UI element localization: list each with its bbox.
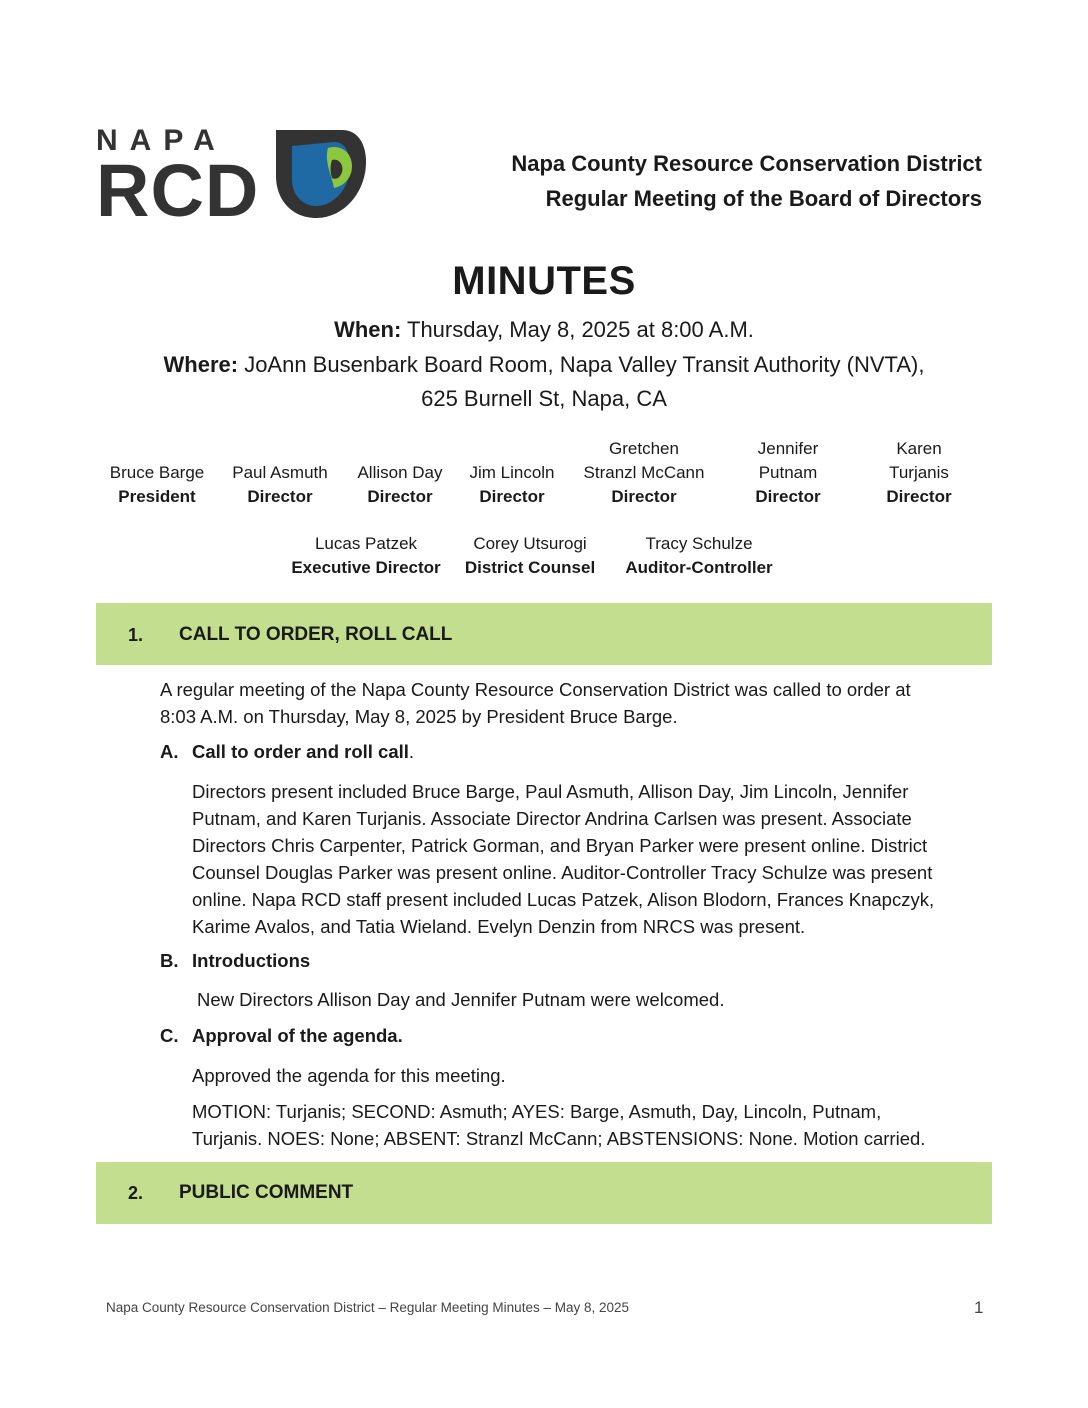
where-label: Where: (163, 352, 239, 377)
motion-line: Turjanis. NOES: None; ABSENT: Stranzl McCann; ABSTENSIONS: None. Motion carried. (192, 1128, 926, 1149)
paragraph-line: Karime Avalos, and Tatia Wieland. Evelyn Denzin from NRCS was present. (192, 916, 806, 937)
motion-text (192, 1098, 992, 1152)
person-name-line1: Gretchen (609, 439, 679, 458)
person-name: Bruce Barge (109, 463, 205, 482)
section1-intro (160, 676, 990, 730)
document-title: MINUTES (452, 259, 636, 303)
when-value: Thursday, May 8, 2025 at 8:00 A.M. (401, 317, 754, 342)
staff-card (284, 532, 448, 580)
section-number: 2. (128, 1183, 144, 1203)
person-role: Director (247, 487, 313, 506)
paragraph-line: Counsel Douglas Parker was present online. Auditor-Controller Tracy Schulze was present (192, 862, 933, 883)
person-name: Tracy Schulze (645, 534, 753, 553)
person-name-line1: Karen (896, 439, 942, 458)
roll-call-paragraph (192, 778, 992, 940)
section-title: PUBLIC COMMENT (179, 1182, 354, 1203)
person-role: President (118, 487, 196, 506)
person-name: Jim Lincoln (469, 463, 555, 482)
intro-line: A regular meeting of the Napa County Resource Conservation District was called to order at (160, 679, 911, 700)
motion-line: MOTION: Turjanis; SECOND: Asmuth; AYES: Barge, Asmuth, Day, Lincoln, Putnam, (192, 1101, 882, 1122)
section-title: CALL TO ORDER, ROLL CALL (179, 624, 453, 645)
agenda-text: Approved the agenda for this meeting. (192, 1065, 506, 1086)
paragraph-line: Directors present included Bruce Barge, Paul Asmuth, Allison Day, Jim Lincoln, Jennifer (192, 781, 909, 802)
leaf-drop-icon (272, 126, 368, 222)
logo-napa-text: NAPA (96, 124, 227, 157)
person-name: Corey Utsurogi (473, 534, 587, 553)
meeting-name: Regular Meeting of the Board of Directors (545, 186, 982, 211)
staff-card (614, 532, 784, 580)
where-value: JoAnn Busenbark Board Room, Napa Valley Transit Authority (NVTA), (238, 352, 925, 377)
org-name: Napa County Resource Conservation District (511, 151, 982, 176)
person-role: Director (367, 487, 433, 506)
director-card (222, 461, 338, 509)
director-card (96, 461, 218, 509)
when-line (0, 313, 1088, 346)
subsection-title: Approval of the agenda. (192, 1025, 403, 1046)
subsection-letter: B. (160, 950, 179, 971)
when-label: When: (334, 317, 402, 342)
director-card (570, 437, 718, 509)
person-name-line1: Jennifer (757, 439, 819, 458)
person-role: Director (611, 487, 677, 506)
page-number: 1 (974, 1298, 984, 1317)
director-card (736, 437, 840, 509)
person-role: District Counsel (464, 558, 596, 577)
person-role: Auditor-Controller (625, 558, 773, 577)
person-role: Director (755, 487, 821, 506)
subsection-letter: C. (160, 1025, 179, 1046)
subsection-letter: A. (160, 741, 179, 762)
header-title (511, 146, 982, 216)
person-name: Allison Day (357, 463, 443, 482)
subsection-title-end: . (408, 741, 415, 762)
staff-card (458, 532, 602, 580)
introductions-text: New Directors Allison Day and Jennifer Putnam were welcomed. (197, 989, 725, 1010)
subsection-title (192, 741, 414, 763)
person-role: Director (886, 487, 952, 506)
director-card (458, 461, 566, 509)
where-line (0, 348, 1088, 381)
person-role: Executive Director (291, 558, 441, 577)
paragraph-line: online. Napa RCD staff present included Lucas Patzek, Alison Blodorn, Frances Knapczyk, (192, 889, 935, 910)
subsection-title-text: Call to order and roll call (192, 741, 409, 762)
paragraph-line: Putnam, and Karen Turjanis. Associate Director Andrina Carlsen was present. Associate (192, 808, 912, 829)
director-card (866, 437, 972, 509)
person-role: Director (479, 487, 545, 506)
subsection-title: Introductions (192, 950, 311, 971)
person-name-line2: Stranzl McCann (583, 463, 705, 482)
director-card (345, 461, 455, 509)
person-name-line2: Putnam (758, 463, 818, 482)
intro-line: 8:03 A.M. on Thursday, May 8, 2025 by President Bruce Barge. (160, 706, 678, 727)
footer-text: Napa County Resource Conservation District – Regular Meeting Minutes – May 8, 2025 (106, 1300, 630, 1315)
logo-rcd-text: RCD (96, 149, 260, 232)
napa-rcd-logo (96, 124, 371, 232)
person-name: Paul Asmuth (232, 463, 328, 482)
section-number: 1. (128, 625, 144, 645)
paragraph-line: Directors Chris Carpenter, Patrick Gorman, and Bryan Parker were present online. District (192, 835, 928, 856)
person-name: Lucas Patzek (314, 534, 418, 553)
where-line-2: 625 Burnell St, Napa, CA (421, 386, 667, 411)
person-name-line2: Turjanis (889, 463, 949, 482)
